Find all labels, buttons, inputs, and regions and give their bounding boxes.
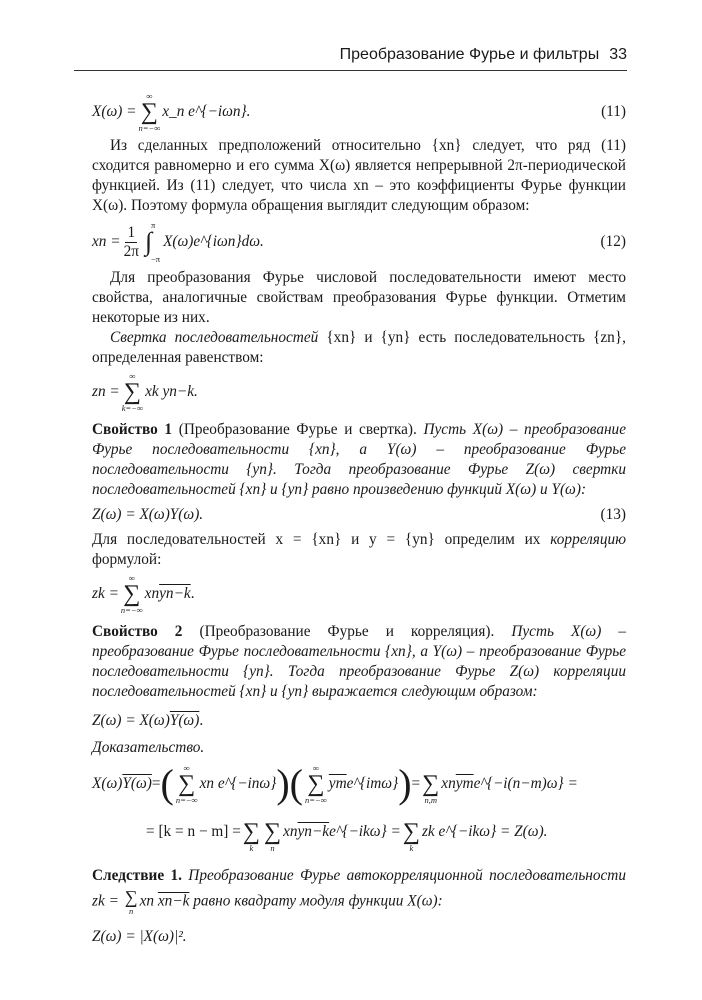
eq12-int-upper: π (150, 220, 156, 230)
paragraph-4-a: Для последовательностей x = {xn} и y = {yn} определим их (92, 531, 551, 548)
paragraph-3 (92, 328, 626, 368)
eq11-sum-upper: ∞ (146, 91, 153, 101)
corr-rhs-end: . (190, 585, 195, 602)
property-1-paren: (Преобразование Фурье и свертка). (172, 421, 424, 438)
corr-rhs-bar: yn−k (159, 585, 191, 602)
property-2-label: Свойство 2 (92, 623, 183, 640)
eqp2-end: . (199, 712, 204, 729)
proof2-sum-2: ∑ n (263, 819, 282, 853)
eq11-lhs: X(ω) = (92, 103, 137, 120)
proof2-t2: zk e^{−ikω} = Z(ω). (421, 823, 548, 840)
proof1-s2-lower: n=−∞ (305, 795, 327, 805)
equation-correlation (92, 572, 626, 616)
corollary-sum: ∑ n (124, 887, 138, 916)
proof1-t2: e^{imω} (346, 775, 399, 792)
eqp2-bar: Y(ω) (169, 712, 200, 729)
proof1-sum-1: ∞ ∑ n=−∞ (175, 763, 198, 805)
property-2-text: Пусть X(ω) – преобразование Фурье последовательности {xn}, а Y(ω) – преобразование Фурье последовательности {yn}. Тогда преобразование Фурье Z(ω) корреляции последовательностей {xn} и {yn} выражается следующим образом: (92, 623, 626, 700)
equation-12 (92, 218, 626, 266)
proof1-eq2: = (411, 775, 421, 792)
corollary-sum-lower: n (129, 906, 134, 916)
proof1-sum-3: ∑ n,m (422, 771, 440, 805)
proof2-sum-3: ∑ k (402, 819, 420, 853)
running-header (74, 44, 627, 71)
equation-convolution (92, 370, 626, 414)
proof1-eq: = (151, 775, 161, 792)
corollary-text-a: Преобразование Фурье автокорреляционной последовательности zk = (92, 867, 627, 910)
conv-sum-lower: k=−∞ (121, 403, 144, 413)
proof1-s3-lower: n,m (424, 795, 437, 805)
corr-rhs-a: xn (144, 585, 160, 602)
corollary-text-c: равно квадрату модуля функции X(ω): (189, 892, 443, 910)
corr-sum-upper: ∞ (128, 573, 135, 583)
conv-sum: ∞ ∑ k=−∞ (121, 371, 144, 413)
property-2 (92, 622, 626, 702)
running-title: Преобразование Фурье и фильтры (339, 46, 600, 63)
eq12-fraction (124, 224, 139, 261)
conv-sum-upper: ∞ (129, 371, 136, 381)
property-1-label: Свойство 1 (92, 421, 173, 438)
proof1-s2-upper: ∞ (312, 763, 319, 773)
eq13-formula: Z(ω) = X(ω)Y(ω). (92, 506, 204, 523)
eq12-int-lower: −π (150, 254, 161, 264)
final-formula: Z(ω) = |X(ω)|². (92, 928, 187, 945)
proof1-s1-upper: ∞ (183, 763, 190, 773)
convolution-term: Свертка последовательностей (110, 329, 319, 346)
proof1-t3-bar: $\overline{ym}$ (455, 775, 474, 792)
proof2-sum-1: ∑ k (242, 819, 260, 853)
proof2-s2-lower: n (270, 843, 275, 853)
proof2-t1-b: e^{−ikω} = (329, 823, 401, 840)
paragraph-4 (92, 530, 626, 570)
proof-label (92, 738, 626, 758)
corr-sum: ∞ ∑ n=−∞ (120, 573, 143, 615)
proof1-t3-b: e^{−i(n−m)ω} = (473, 775, 578, 792)
proof1-t1: xn e^{−inω} (199, 775, 277, 792)
equation-final (92, 924, 626, 950)
proof2-a: = [k = n − m] = (146, 823, 241, 840)
corr-lhs: zk = (92, 585, 119, 602)
corollary-label: Следствие 1. (92, 867, 182, 884)
conv-rhs: xk yn−k. (145, 383, 198, 400)
eq13-number: (13) (600, 506, 626, 523)
proof1-lhs-a: X(ω) (92, 775, 123, 792)
eq11-sum-lower: n=−∞ (138, 123, 161, 133)
proof2-s3-lower: k (409, 843, 414, 853)
proof1-t3-a: xn (441, 775, 456, 792)
proof1-lhs-bar: Y(ω) (122, 775, 152, 792)
page-body (92, 88, 626, 952)
proof2-s1-lower: k (249, 843, 254, 853)
proof2-t1-bar: yn−k (297, 823, 330, 840)
equation-13 (92, 502, 626, 528)
eqp2-lhs: Z(ω) = X(ω) (92, 712, 170, 729)
eq12-number: (12) (600, 233, 626, 250)
eq11-number: (11) (601, 103, 626, 120)
property-2-paren: (Преобразование Фурье и корреляция). (182, 623, 512, 640)
proof1-sum-2: ∞ ∑ n=−∞ (305, 763, 327, 805)
paragraph-1: Из сделанных предположений относительно {xn} следует, что ряд (11) сходится равномерно и его сумма X(ω) является непрерывной 2π-периодической функцией. Из (11) следует, что числа xn – это коэффициенты Фурье функции X(ω). Поэтому формула обращения выглядит следующим образом: (92, 137, 626, 214)
proof-line-2 (92, 810, 626, 854)
eq12-frac-num: 1 (127, 223, 136, 241)
proof-label-text: Доказательство. (92, 739, 205, 756)
proof1-t2-bar: $\overline{ym}$ (328, 775, 347, 792)
equation-property-2 (92, 708, 626, 734)
paragraph-2: Для преобразования Фурье числовой последовательности имеют место свойства, аналогичные свойствам преобразования Фурье функции. Отметим некоторые из них. (92, 269, 626, 326)
corollary-bar: xn−k (157, 892, 190, 910)
eq12-lhs: xn = (92, 233, 121, 250)
eq12-frac-den: 2π (123, 242, 139, 260)
corollary-text-b: xn (139, 892, 158, 910)
corollary-1 (92, 864, 626, 916)
corr-sum-lower: n=−∞ (120, 605, 143, 615)
conv-lhs: zn = (92, 383, 120, 400)
proof-line-1: X(ω) Y(ω) = ( ∞ ∑ n=−∞ xn e^{−inω} )( ∞ ∑ n=−∞ $\overline{ym}$ e^{imω} ) = ∑ n,m xn $\overline{ym}$ e^{−i(n−m)ω} = (92, 761, 578, 806)
property-1 (92, 420, 626, 500)
equation-11 (92, 90, 626, 134)
eq12-integral: π ∫ −π (144, 220, 161, 264)
page-number: 33 (609, 46, 627, 63)
paragraph-4-b: формулой: (92, 551, 162, 568)
proof2-t1-a: xn (283, 823, 298, 840)
eq11-sum: ∞ ∑ n=−∞ (138, 91, 161, 133)
proof1-s1-lower: n=−∞ (175, 795, 198, 805)
eq12-rhs: X(ω)e^{iωn}dω. (163, 233, 264, 250)
paragraph-3-rest: {xn} и {yn} есть последовательность {zn}, определенная равенством: (92, 329, 626, 366)
eq11-rhs: x_n e^{−iωn}. (162, 103, 251, 120)
correlation-term: корреляцию (550, 531, 626, 548)
property-1-text: Пусть X(ω) – преобразование Фурье последовательности {xn}, а Y(ω) – преобразование Фурье последовательности {yn}. Тогда преобразование Фурье Z(ω) свертки последовательностей {xn} и {yn} равно произведению функций X(ω) и Y(ω): (92, 421, 626, 498)
